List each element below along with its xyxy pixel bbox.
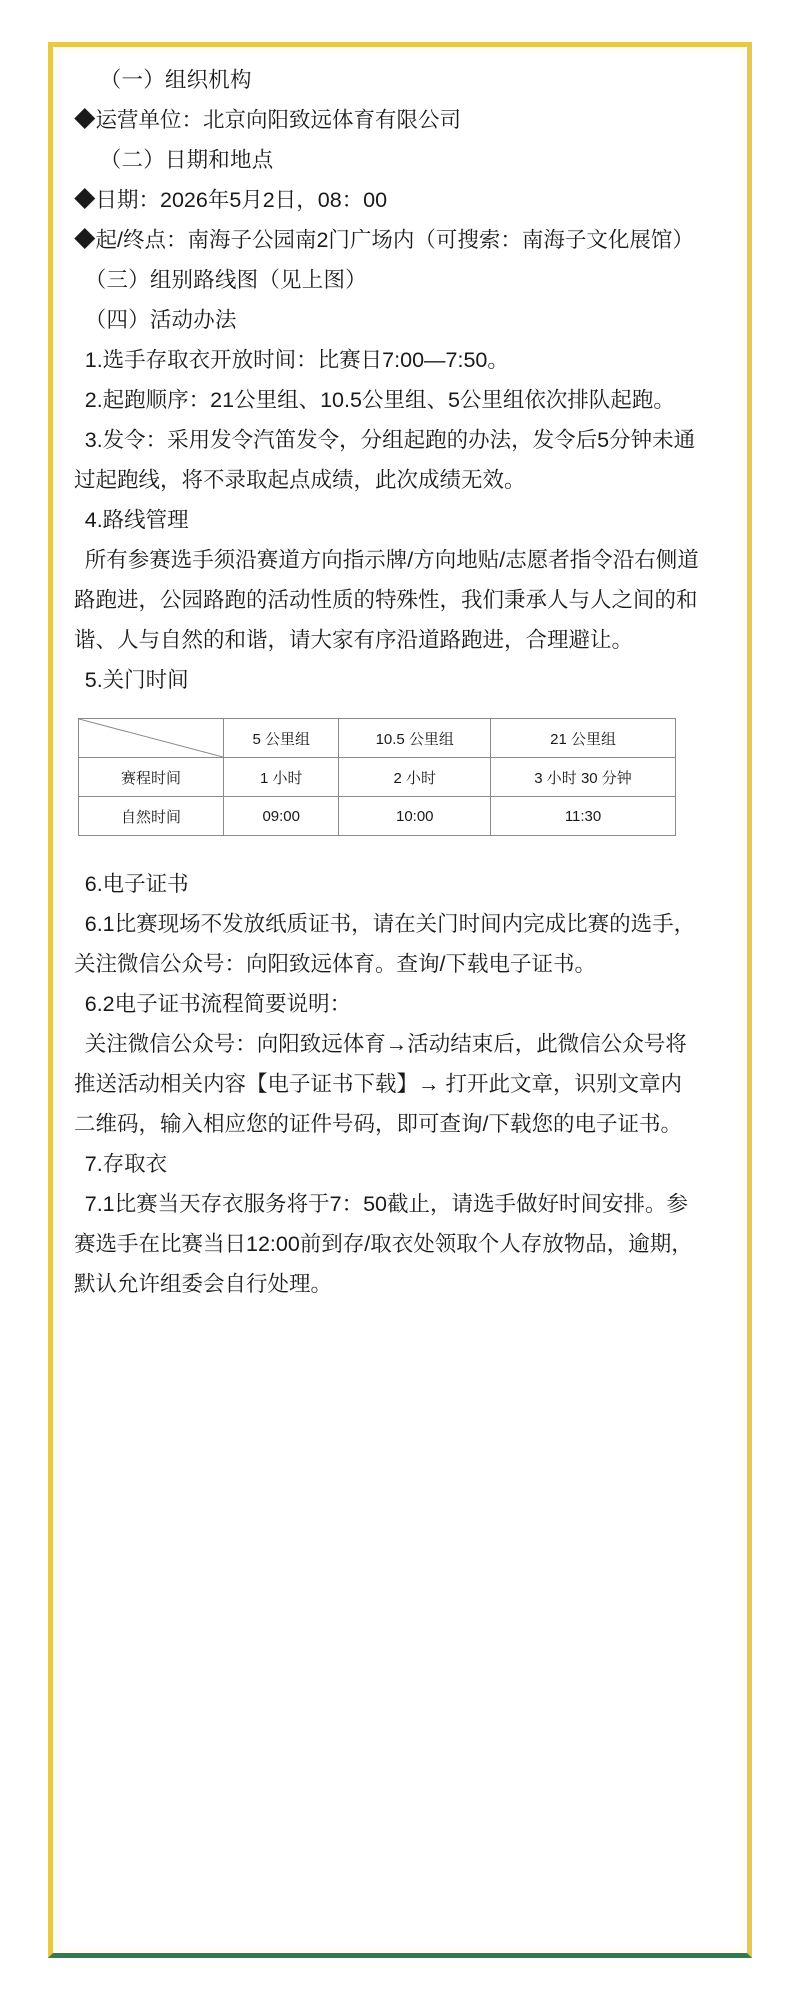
item-5: 5.关门时间 — [84, 668, 189, 692]
item-6-1: 6.1比赛现场不发放纸质证书，请在关门时间内完成比赛的选手，关注微信公众号：向阳致远体育。查询/下载电子证书。 — [74, 912, 696, 976]
spacer — [74, 846, 700, 864]
item-4: 4.路线管理 — [84, 508, 189, 532]
method-heading: （四）活动办法 — [84, 308, 237, 332]
table-cell: 3 小时 30 分钟 — [491, 758, 676, 797]
org-heading: （一）组织机构 — [99, 68, 252, 92]
item-6-2: 6.2电子证书流程简要说明： — [84, 992, 352, 1016]
document-content — [74, 60, 724, 1304]
table-cell: 1 小时 — [224, 758, 339, 797]
table-col-header: 5 公里组 — [224, 719, 339, 758]
item-4-body: 所有参赛选手须沿赛道方向指示牌/方向地贴/志愿者指令沿右侧道路跑进，公园路跑的活动性质的特殊性，我们秉承人与人之间的和谐、人与自然的和谐，请大家有序沿道路跑进，合理避让。 — [74, 548, 699, 652]
table-cell: 2 小时 — [339, 758, 491, 797]
item-1: 1.选手存取衣开放时间：比赛日7:00—7:50。 — [84, 348, 509, 372]
item-7: 7.存取衣 — [84, 1152, 168, 1176]
table-row-header: 自然时间 — [79, 797, 224, 836]
route-heading: （三）组别路线图（见上图） — [84, 268, 367, 292]
date-line: ◆日期：2026年5月2日，08：00 — [74, 188, 388, 212]
table-row — [79, 797, 676, 836]
date-place-heading: （二）日期和地点 — [99, 148, 274, 172]
item-2: 2.起跑顺序：21公里组、10.5公里组、5公里组依次排队起跑。 — [84, 388, 675, 412]
table-corner-cell — [79, 719, 224, 758]
item-7-1: 7.1比赛当天存衣服务将于7：50截止，请选手做好时间安排。参赛选手在比赛当日12:00前到存/取衣处领取个人存放物品，逾期，默认允许组委会自行处理。 — [74, 1192, 693, 1296]
table-row — [79, 758, 676, 797]
start-end-line: ◆起/终点：南海子公园南2门广场内（可搜索：南海子文化展馆） — [74, 228, 694, 252]
table-cell: 09:00 — [224, 797, 339, 836]
table-cell: 11:30 — [491, 797, 676, 836]
closing-time-table — [78, 718, 676, 836]
table-header-row — [79, 719, 676, 758]
item-6-2-body: 关注微信公众号：向阳致远体育→活动结束后，此微信公众号将推送活动相关内容【电子证书下载】→ 打开此文章，识别文章内二维码，输入相应您的证件号码，即可查询/下载您的电子证书。 — [74, 1032, 687, 1136]
item-3: 3.发令：采用发令汽笛发令，分组起跑的办法，发令后5分钟未通过起跑线，将不录取起点成绩，此次成绩无效。 — [74, 428, 696, 492]
item-6: 6.电子证书 — [84, 872, 189, 896]
table-cell: 10:00 — [339, 797, 491, 836]
operator-line: ◆运营单位：北京向阳致远体育有限公司 — [74, 108, 462, 132]
table-col-header: 10.5 公里组 — [339, 719, 491, 758]
table-row-header: 赛程时间 — [79, 758, 224, 797]
diagonal-line-icon — [79, 719, 223, 757]
table-col-header: 21 公里组 — [491, 719, 676, 758]
closing-time-table-wrapper — [74, 718, 700, 836]
